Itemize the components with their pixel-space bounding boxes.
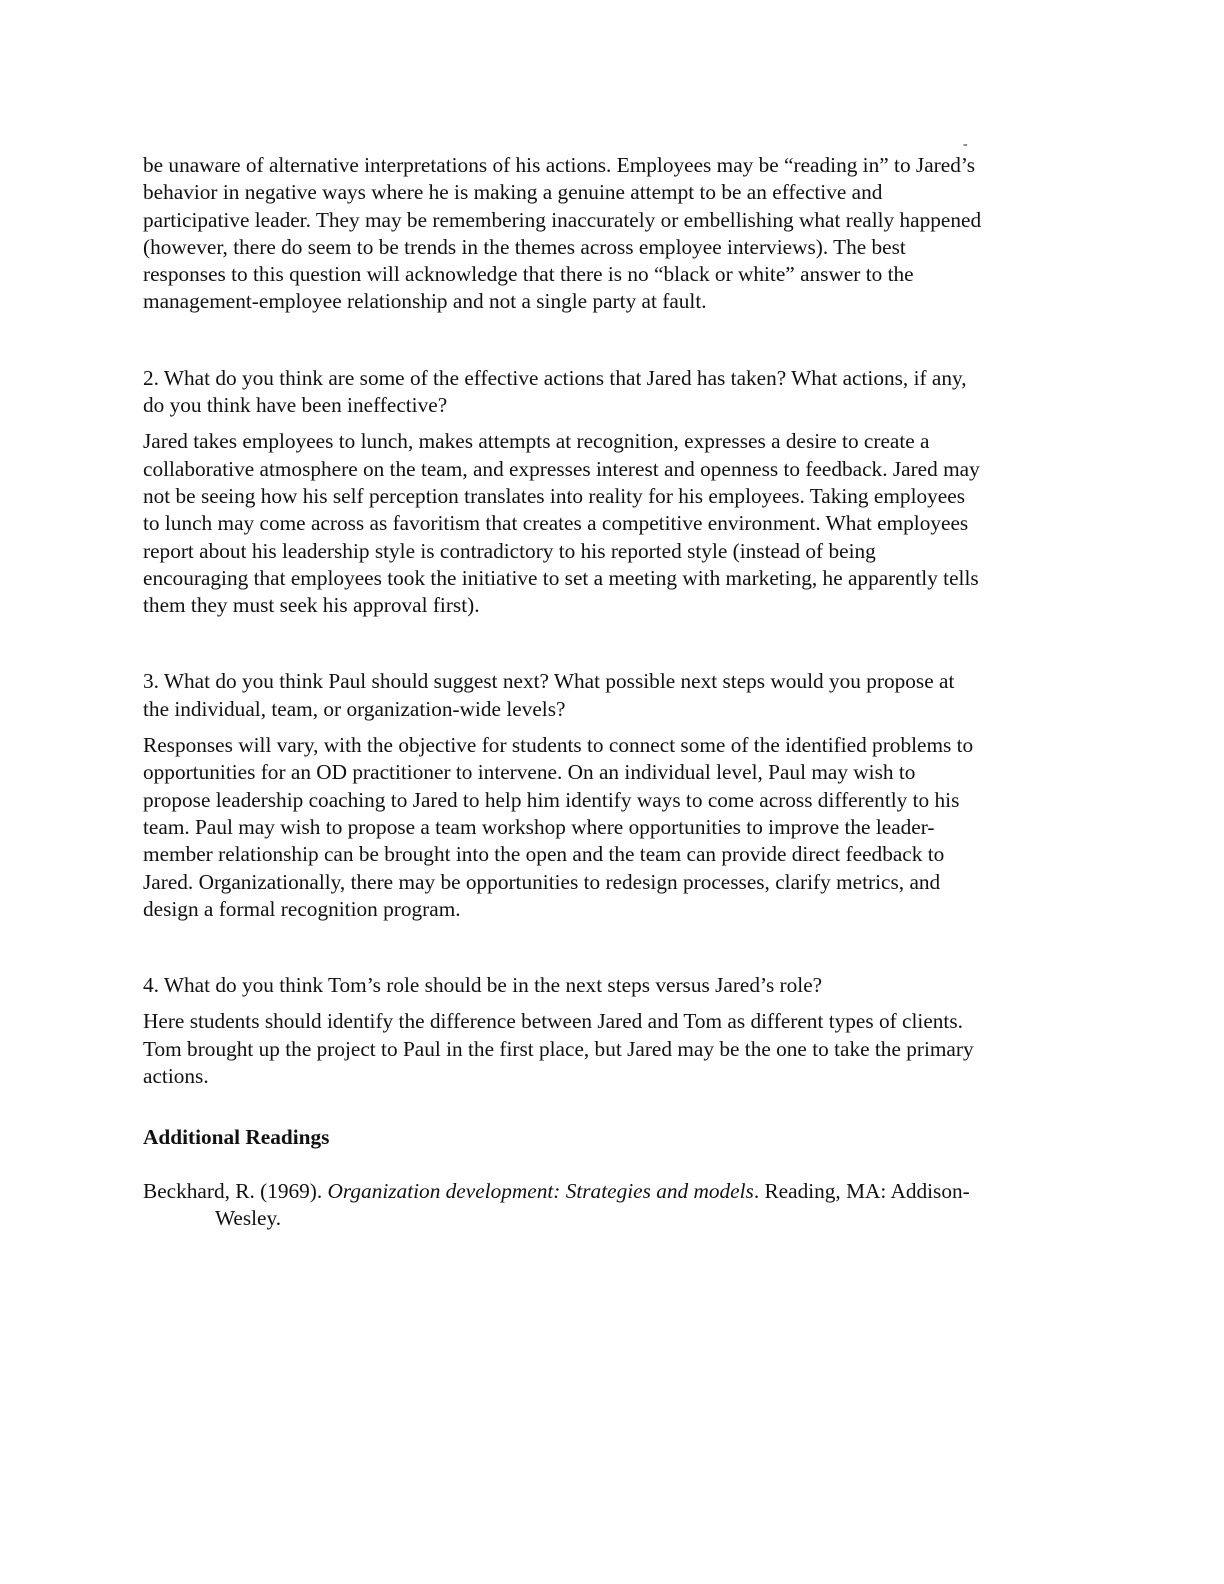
question-2: 2. What do you think are some of the effective actions that Jared has taken? What actions, if any, do you think have been ineffective? <box>143 365 967 418</box>
question-4: 4. What do you think Tom’s role should be in the next steps versus Jared’s role? <box>143 973 823 998</box>
reference-title: Organization development: Strategies and models <box>327 1178 754 1203</box>
question-4-block <box>143 972 983 1090</box>
additional-readings-section <box>143 1124 983 1232</box>
answer-4: Here students should identify the difference between Jared and Tom as different types of clients. Tom brought up the project to Paul in the first place, but Jared may be the one to take the primary actions. <box>143 1009 974 1089</box>
answer-3: Responses will vary, with the objective for students to connect some of the identified problems to opportunities for an OD practitioner to intervene. On an individual level, Paul may wish to propose leadership coaching to Jared to help him identify ways to come across differently to his team. Paul may wish to propose a team workshop where opportunities to improve the leader-member relationship can be brought into the open and the team can provide direct feedback to Jared. Organizationally, there may be opportunities to redesign processes, clarify metrics, and design a formal recognition program. <box>143 733 974 921</box>
continued-answer-paragraph: be unaware of alternative interpretations of his actions. Employees may be “reading in” to Jared’s behavior in negative ways where he is making a genuine attempt to be an effective and participative leader. They may be remembering inaccurately or embellishing what really happened (however, there do seem to be trends in the themes across employee interviews). The best responses to this question will acknowledge that there is no “black or white” answer to the management-employee relationship and not a single party at fault. <box>143 153 982 314</box>
answer-2: Jared takes employees to lunch, makes attempts at recognition, expresses a desire to create a collaborative atmosphere on the team, and expresses interest and openness to feedback. Jared may not be seeing how his self perception translates into reality for his employees. Taking employees to lunch may come across as favoritism that creates a competitive environment. What employees report about his leadership style is contradictory to his reported style (instead of being encouraging that employees took the initiative to set a meeting with marketing, he apparently tells them they must seek his approval first). <box>143 429 980 618</box>
reference-publisher: . Reading, MA: Addison-Wesley. <box>215 1178 970 1230</box>
document-page <box>143 152 983 1232</box>
additional-readings-heading: Additional Readings <box>143 1125 330 1150</box>
question-2-block <box>143 365 983 620</box>
reference-authors: Beckhard, R. (1969). <box>143 1178 328 1203</box>
question-3: 3. What do you think Paul should suggest next? What possible next steps would you propose at the individual, team, or organization-wide levels? <box>143 669 955 721</box>
reference-entry <box>143 1178 983 1233</box>
corner-mark: - <box>963 137 968 152</box>
question-3-block <box>143 668 983 923</box>
